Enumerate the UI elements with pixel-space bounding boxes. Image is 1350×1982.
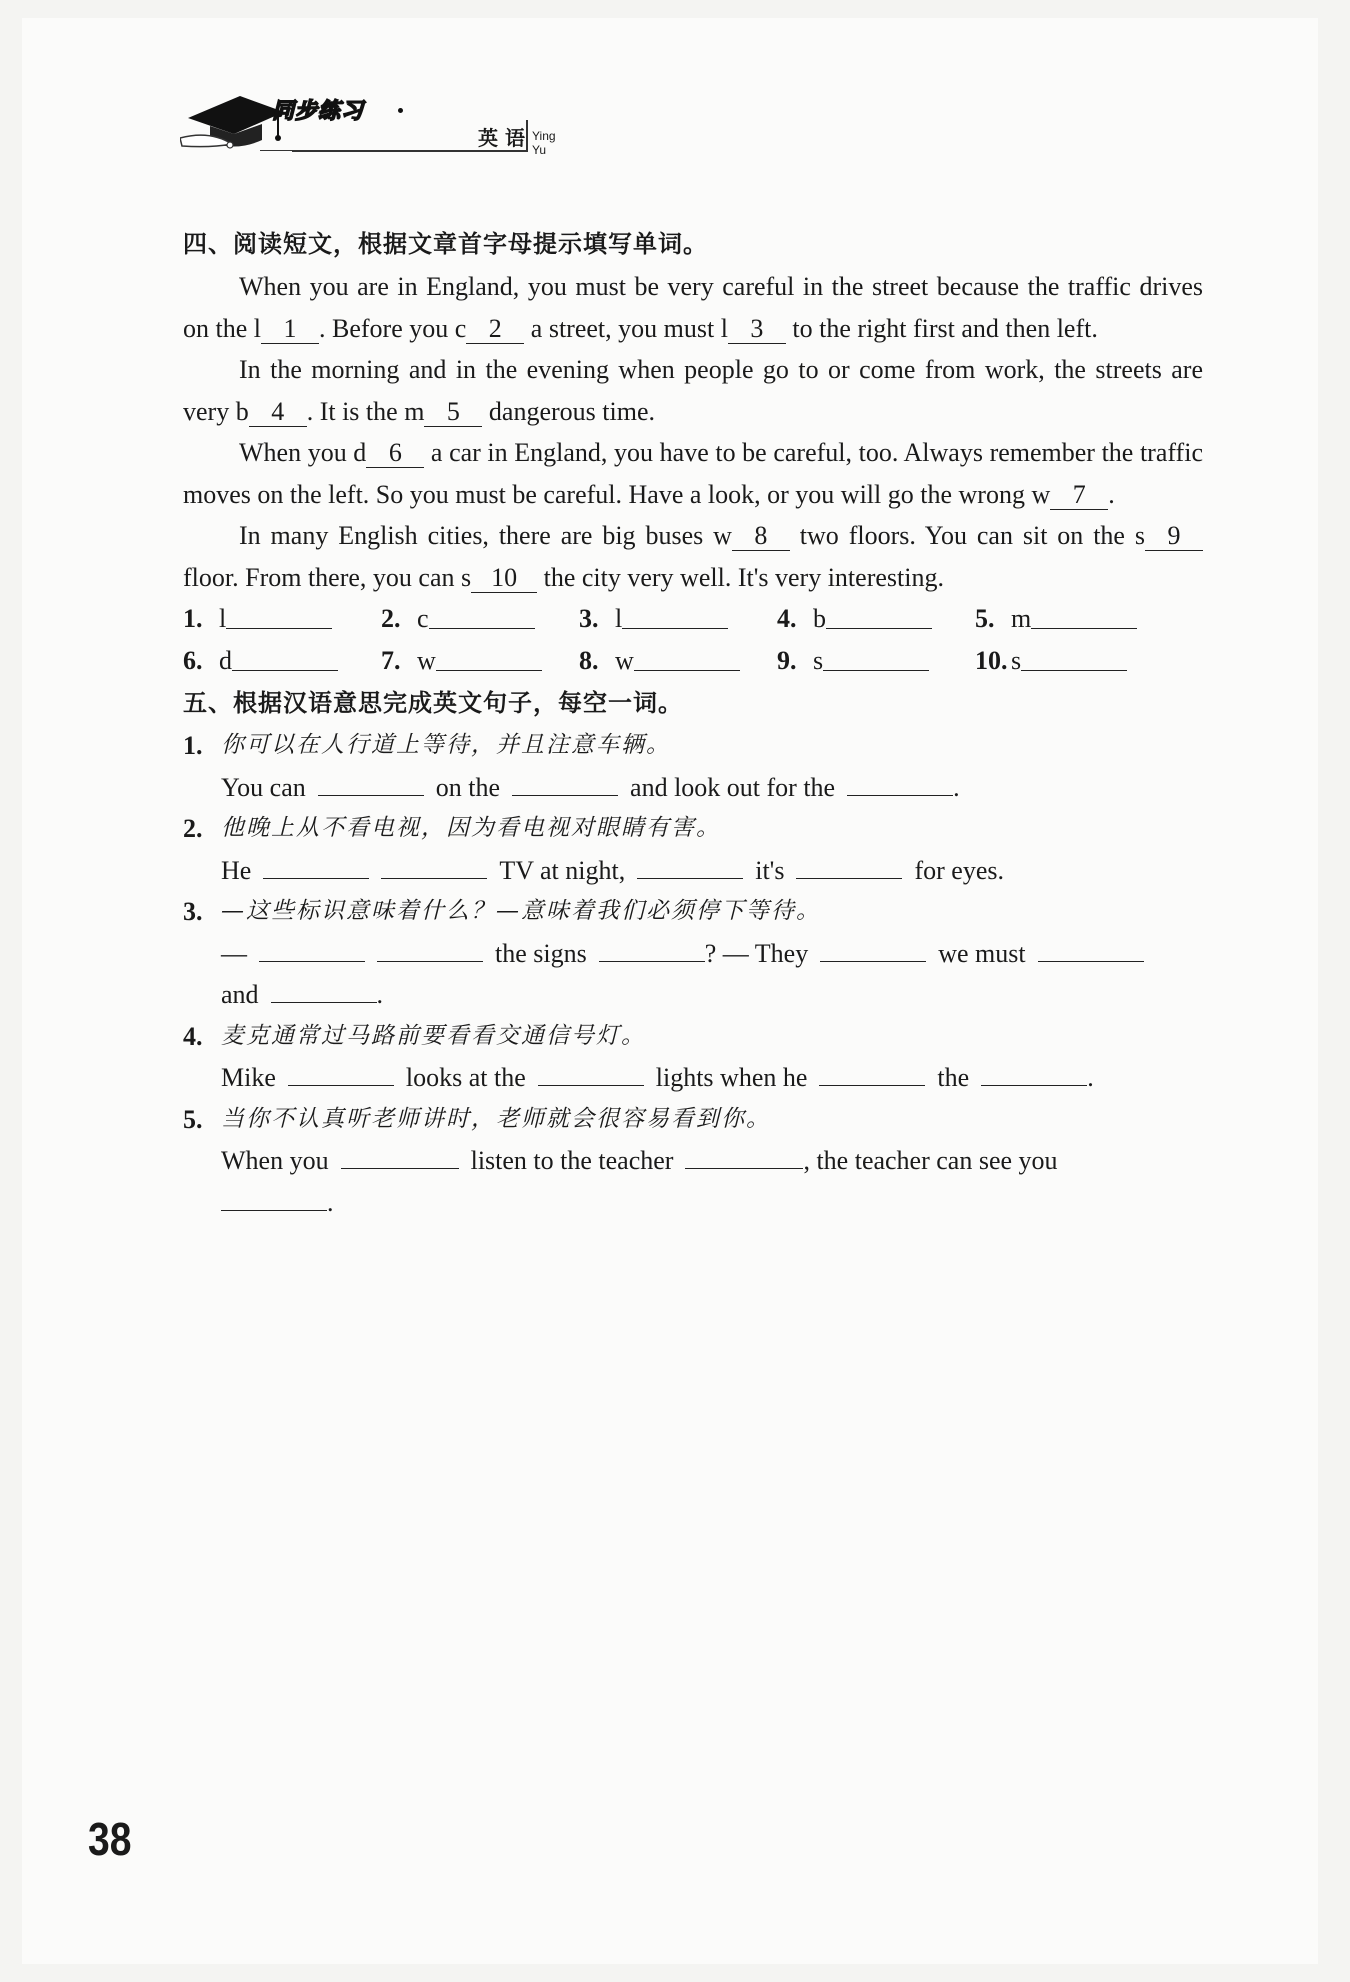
passage-text: a street, you must l bbox=[524, 313, 728, 343]
passage-text: a car in England, you have to be careful, too. Always remember the traffic moves on the left. So you must be careful. Have a look, or you will go the wrong w bbox=[183, 438, 1203, 509]
header-rule bbox=[260, 150, 298, 151]
sentence-fragment: He bbox=[221, 855, 252, 885]
sentence-fragment: listen to the teacher bbox=[470, 1146, 674, 1175]
blank-6[interactable]: 6 bbox=[366, 439, 424, 468]
subject-pinyin: Ying Yu bbox=[532, 129, 556, 157]
answer-letter: s bbox=[1011, 645, 1022, 675]
answer-item bbox=[777, 640, 975, 682]
answer-blank[interactable] bbox=[538, 1057, 644, 1086]
passage-text: . bbox=[1108, 479, 1115, 509]
answer-blank[interactable] bbox=[232, 640, 338, 671]
sentence-fragment: we must bbox=[938, 938, 1026, 968]
answer-letter: w bbox=[615, 645, 634, 675]
answer-number: 3. bbox=[579, 604, 599, 633]
question-1-prompt bbox=[183, 725, 1203, 767]
answer-item bbox=[579, 640, 777, 682]
header-dot bbox=[398, 108, 403, 113]
question-2-prompt bbox=[183, 808, 1203, 850]
passage-text: the city very well. It's very interesting. bbox=[537, 562, 944, 592]
blank-3[interactable]: 3 bbox=[728, 315, 786, 344]
answer-blank[interactable] bbox=[622, 598, 728, 629]
question-5-answer-line-2 bbox=[183, 1182, 1203, 1224]
question-4-prompt bbox=[183, 1016, 1203, 1058]
answer-item bbox=[381, 640, 579, 682]
answer-blank[interactable] bbox=[634, 640, 740, 671]
question-2-answer-line bbox=[183, 850, 1203, 892]
answer-blank[interactable] bbox=[381, 850, 487, 879]
answer-letter: c bbox=[417, 604, 429, 633]
answer-item bbox=[183, 598, 381, 640]
answer-blank[interactable] bbox=[221, 1182, 327, 1211]
answer-number: 4. bbox=[777, 604, 797, 633]
sentence-fragment: the bbox=[937, 1063, 970, 1092]
blank-9[interactable]: 9 bbox=[1145, 522, 1203, 551]
chinese-sentence: 他晚上从不看电视，因为看电视对眼睛有害。 bbox=[221, 815, 721, 841]
answer-blank[interactable] bbox=[1021, 640, 1127, 671]
answer-item bbox=[183, 640, 381, 682]
answer-row-1 bbox=[183, 598, 1203, 640]
passage-text: When you are in England, you must be very careful in the street because the traffic drives on the l bbox=[183, 272, 1203, 343]
blank-2[interactable]: 2 bbox=[466, 315, 524, 344]
answer-blank[interactable] bbox=[259, 933, 365, 962]
answer-number: 2. bbox=[381, 604, 401, 633]
question-3-answer-line-2 bbox=[183, 974, 1203, 1016]
page-header bbox=[180, 88, 556, 157]
answer-blank[interactable] bbox=[819, 1057, 925, 1086]
answer-blank[interactable] bbox=[271, 974, 377, 1003]
subject-label: 英 语 bbox=[478, 126, 525, 150]
passage-text: floor. From there, you can s bbox=[183, 562, 472, 592]
answer-blank[interactable] bbox=[318, 767, 424, 796]
question-number: 4. bbox=[183, 1021, 203, 1051]
answer-blank[interactable] bbox=[263, 850, 369, 879]
answer-blank[interactable] bbox=[341, 1140, 459, 1169]
answer-blank[interactable] bbox=[1031, 598, 1137, 629]
answer-blank[interactable] bbox=[599, 933, 705, 962]
question-3-answer-line bbox=[183, 933, 1203, 975]
answer-letter: w bbox=[417, 645, 436, 675]
blank-1[interactable]: 1 bbox=[261, 315, 319, 344]
sentence-fragment: the signs bbox=[495, 938, 587, 968]
blank-5[interactable]: 5 bbox=[424, 398, 482, 427]
sentence-fragment: . bbox=[327, 1187, 334, 1217]
answer-blank[interactable] bbox=[796, 850, 902, 879]
sentence-fragment: lights when he bbox=[655, 1063, 808, 1092]
answer-blank[interactable] bbox=[823, 640, 929, 671]
answer-blank[interactable] bbox=[288, 1057, 394, 1086]
answer-letter: b bbox=[813, 604, 826, 633]
blank-7[interactable]: 7 bbox=[1050, 481, 1108, 510]
answer-number: 6. bbox=[183, 645, 203, 675]
answer-blank[interactable] bbox=[512, 767, 618, 796]
question-5-answer-line bbox=[183, 1140, 1203, 1182]
passage-text: . It is the m bbox=[306, 396, 425, 426]
sentence-fragment: You can bbox=[221, 772, 306, 802]
sentence-fragment: — bbox=[221, 938, 247, 968]
answer-letter: l bbox=[615, 604, 623, 633]
answer-blank[interactable] bbox=[637, 850, 743, 879]
answer-letter: d bbox=[219, 645, 232, 675]
sentence-fragment: for eyes. bbox=[914, 855, 1004, 885]
passage-text: dangerous time. bbox=[482, 396, 655, 426]
chinese-sentence: 你可以在人行道上等待，并且注意车辆。 bbox=[221, 732, 671, 758]
answer-number: 10. bbox=[975, 645, 1008, 675]
answer-blank[interactable] bbox=[1038, 933, 1144, 962]
answer-item bbox=[777, 598, 975, 640]
answer-item bbox=[975, 640, 1173, 682]
section-5-title: 五、根据汉语意思完成英文句子，每空一词。 bbox=[183, 689, 683, 717]
passage-paragraph-2 bbox=[183, 349, 1203, 432]
answer-letter: m bbox=[1011, 604, 1032, 633]
blank-4[interactable]: 4 bbox=[249, 398, 307, 427]
answer-number: 5. bbox=[975, 604, 995, 633]
passage-paragraph-3 bbox=[183, 432, 1203, 515]
answer-letter: l bbox=[219, 604, 227, 633]
passage-paragraph-1 bbox=[183, 266, 1203, 349]
answer-blank[interactable] bbox=[685, 1140, 803, 1169]
answer-number: 9. bbox=[777, 645, 797, 675]
sentence-fragment: Mike bbox=[221, 1063, 276, 1092]
passage-text: In many English cities, there are big buses w bbox=[239, 521, 732, 550]
sentence-fragment: , the teacher can see you bbox=[803, 1146, 1058, 1175]
question-number: 3. bbox=[183, 897, 203, 926]
answer-number: 7. bbox=[381, 645, 401, 675]
answer-item bbox=[381, 598, 579, 640]
answer-blank[interactable] bbox=[981, 1057, 1087, 1086]
question-5-prompt bbox=[183, 1099, 1203, 1141]
series-title: 同步练习 bbox=[272, 99, 365, 124]
passage-text: When you d bbox=[239, 438, 367, 467]
passage-text: In the morning and in the evening when people go to or come from work, the streets are very b bbox=[183, 355, 1203, 426]
passage-text: to the right first and then left. bbox=[785, 313, 1098, 343]
question-number: 2. bbox=[183, 814, 203, 843]
passage-paragraph-4 bbox=[183, 515, 1203, 598]
sentence-fragment: and look out for the bbox=[630, 772, 836, 802]
answer-blank[interactable] bbox=[820, 933, 926, 962]
sentence-fragment: on the bbox=[435, 772, 501, 802]
answer-blank[interactable] bbox=[226, 598, 332, 629]
sentence-fragment: . bbox=[953, 772, 960, 802]
sentence-fragment: . bbox=[1087, 1063, 1094, 1092]
answer-blank[interactable] bbox=[436, 640, 542, 671]
page-number: 38 bbox=[88, 1813, 132, 1865]
section-4-title: 四、阅读短文，根据文章首字母提示填写单词。 bbox=[183, 230, 708, 258]
passage-text: two floors. You can sit on the s bbox=[789, 521, 1145, 550]
chinese-sentence: 当你不认真听老师讲时，老师就会很容易看到你。 bbox=[221, 1105, 771, 1132]
question-number: 5. bbox=[183, 1104, 203, 1134]
answer-item bbox=[975, 598, 1173, 640]
blank-8[interactable]: 8 bbox=[732, 522, 790, 551]
exercise-content bbox=[183, 222, 1203, 1223]
sentence-fragment: TV at night, bbox=[499, 855, 626, 885]
question-1-answer-line bbox=[183, 767, 1203, 809]
answer-number: 1. bbox=[183, 604, 203, 633]
sentence-fragment: and bbox=[221, 980, 259, 1009]
chinese-sentence: —这些标识意味着什么？—意味着我们必须停下等待。 bbox=[221, 898, 821, 924]
answer-number: 8. bbox=[579, 645, 599, 675]
sentence-fragment: ? — They bbox=[704, 938, 809, 968]
sentence-fragment: it's bbox=[755, 855, 785, 885]
answer-row-2 bbox=[183, 640, 1203, 682]
sentence-fragment: When you bbox=[221, 1146, 329, 1175]
answer-blank[interactable] bbox=[847, 767, 953, 796]
answer-item bbox=[579, 598, 777, 640]
answer-blank[interactable] bbox=[377, 933, 483, 962]
answer-blank[interactable] bbox=[429, 598, 535, 629]
answer-letter: s bbox=[813, 645, 824, 675]
question-3-prompt bbox=[183, 891, 1203, 933]
question-4-answer-line bbox=[183, 1057, 1203, 1099]
sentence-fragment: looks at the bbox=[405, 1063, 526, 1092]
chinese-sentence: 麦克通常过马路前要看看交通信号灯。 bbox=[221, 1022, 646, 1049]
answer-blank[interactable] bbox=[826, 598, 932, 629]
sentence-fragment: . bbox=[376, 980, 384, 1009]
passage-text: . Before you c bbox=[319, 313, 467, 343]
blank-10[interactable]: 10 bbox=[471, 564, 537, 593]
question-number: 1. bbox=[183, 731, 203, 760]
